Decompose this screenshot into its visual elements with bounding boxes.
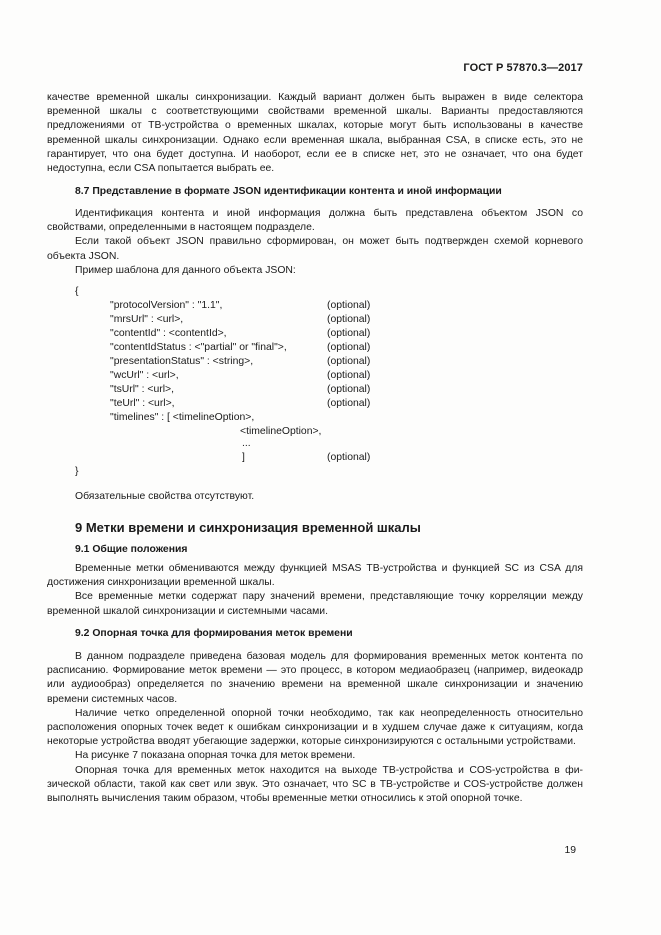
paragraph: Пример шаблона для данного объекта JSON: bbox=[75, 264, 296, 276]
paragraph: Опорная точка для временных меток находится на выходе ТВ-устройства и COS-устройства в физической области, такой как свет или звук. Это означает, что SC в ТВ-устройстве и COS-устройстве должен выполнять вычисления таким образом, чтобы временные метки относились к этой опорной точке. bbox=[47, 764, 583, 805]
section-8-7-after bbox=[47, 490, 583, 504]
section-9-heading: 9 Метки времени и синхронизация временной шкалы bbox=[75, 520, 421, 535]
code-optional: (optional) bbox=[327, 370, 371, 381]
paragraph: На рисунке 7 показана опорная точка для меток времени. bbox=[75, 750, 356, 762]
code-timeline-option: <timelineOption>, bbox=[240, 426, 322, 437]
document-header: ГОСТ Р 57870.3—2017 bbox=[463, 62, 583, 74]
code-line: "wcUrl" : <url>, bbox=[110, 370, 179, 381]
intro-block bbox=[47, 91, 583, 176]
code-optional: (optional) bbox=[327, 328, 371, 339]
code-optional: (optional) bbox=[327, 356, 371, 367]
paragraph: Если такой объект JSON правильно сформирован, он может быть подтвержден схемой корневого объекта JSON. bbox=[47, 236, 583, 262]
section-9-2-heading: 9.2 Опорная точка для формирования меток времени bbox=[75, 628, 353, 639]
code-line: "contentId" : <contentId>, bbox=[110, 328, 227, 339]
code-line: "protocolVersion" : "1.1", bbox=[110, 300, 223, 311]
code-line: "presentationStatus" : <string>, bbox=[110, 356, 254, 367]
code-optional: (optional) bbox=[327, 452, 371, 463]
section-9-2-text bbox=[47, 650, 583, 806]
code-line: "contentIdStatus : <"partial" or "final">, bbox=[110, 342, 287, 353]
section-9-1-text bbox=[47, 562, 583, 619]
code-optional: (optional) bbox=[327, 398, 371, 409]
paragraph: В данном подразделе приведена базовая модель для формирования временных меток контента по расписанию. Формирование меток времени — это процесс, в котором медиаобразец (например, видеокадр или аудиообраз) определяется по значению времени на временной шкале синхронизации и значению времени системных часов. bbox=[47, 651, 583, 705]
section-8-7-heading: 8.7 Представление в формате JSON идентификации контента и иной информации bbox=[75, 186, 502, 197]
intro-paragraph: качестве временной шкалы синхронизации. Каждый вариант должен быть выражен в виде селектора временной шкалы с соответствующими свойствами временной шкалы. Варианты предоставляются предложениями от ТВ-устройства о временных шкалах, которые могут быть использованы в качестве временной шкалы синхронизации. Однако если временная шкала, выбранная CSA, в списке есть, это не гарантирует, что она будет доступна. И наоборот, если ее в списке нет, это не означает, что она будет недоступна, если CSA попытается выбрать ее. bbox=[47, 92, 583, 175]
paragraph: Наличие четко определенной опорной точки необходимо, так как неопределенность относительно расположения опорных точек ведет к ошибкам синхронизации и в худшем случае даже к ситуациям, когда некоторые устройства вводят убегающие задержки, которые синхронизируются с остальными устройствами. bbox=[47, 707, 583, 748]
code-close-brace: } bbox=[75, 466, 79, 477]
section-8-7-text bbox=[47, 207, 583, 278]
paragraph: Идентификация контента и иной информация должна быть представлена объектом JSON со свойствами, определенными в настоящем подразделе. bbox=[47, 208, 583, 234]
code-optional: (optional) bbox=[327, 314, 371, 325]
code-line: "mrsUrl" : <url>, bbox=[110, 314, 184, 325]
paragraph: Все временные метки содержат пару значений времени, представляющие точку корреляции между временной шкалой синхронизации и системными часами. bbox=[47, 591, 583, 617]
code-open-brace: { bbox=[75, 286, 79, 297]
paragraph: Временные метки обмениваются между функцией MSAS ТВ-устройства и функцией SC из CSA для достижения синхронизации временной шкалы. bbox=[47, 563, 583, 589]
code-bracket-close: ] bbox=[242, 452, 245, 463]
code-optional: (optional) bbox=[327, 342, 371, 353]
code-ellipsis: ... bbox=[242, 438, 251, 449]
paragraph: Обязательные свойства отсутствуют. bbox=[75, 491, 255, 502]
code-optional: (optional) bbox=[327, 300, 371, 311]
section-9-1-heading: 9.1 Общие положения bbox=[75, 544, 188, 555]
code-line: "tsUrl" : <url>, bbox=[110, 384, 174, 395]
code-optional: (optional) bbox=[327, 384, 371, 395]
code-line: "timelines" : [ <timelineOption>, bbox=[110, 412, 255, 423]
page-number: 19 bbox=[564, 845, 576, 856]
code-line: "teUrl" : <url>, bbox=[110, 398, 175, 409]
